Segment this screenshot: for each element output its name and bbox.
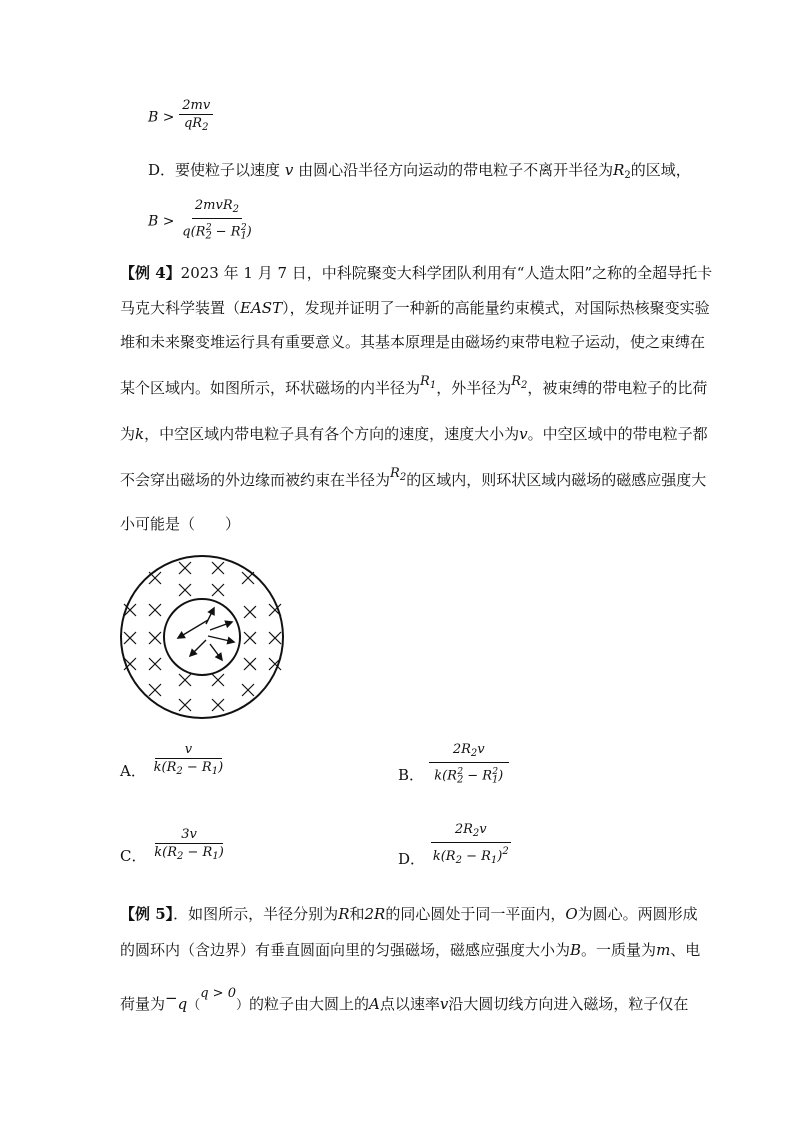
- cross-mark: [149, 572, 161, 584]
- cross-mark: [244, 632, 256, 644]
- velocity-arrows: [178, 608, 234, 660]
- ex5-tag: 【例 5】: [120, 905, 174, 923]
- cross-mark: [179, 699, 191, 711]
- option-b-fraction: $\frac{2R_2v}{k(R_2^2 - R_1^2)}$: [429, 742, 509, 789]
- cross-mark: [244, 658, 256, 670]
- ex4-line5: 为k，中空区域内带电粒子具有各个方向的速度，速度大小为v。中空区域中的带电粒子都: [120, 425, 708, 443]
- ex4-line7: 小可能是（ ）: [120, 515, 241, 533]
- prev-option-d: D．要使粒子以速度 v 由圆心沿半径方向运动的带电粒子不离开半径为$R_2$的区域，: [148, 161, 691, 181]
- arrow-head: [178, 632, 185, 638]
- option-a[interactable]: A． $\frac{v}{k(R_2 - R_1)}$: [120, 742, 226, 781]
- ex4-line6: 不会穿出磁场的外边缘而被约束在半径为$R_2$的区域内，则环状区域内磁场的磁感应强度大: [120, 466, 707, 489]
- arrow-head: [216, 653, 222, 660]
- option-a-fraction: $\frac{v}{k(R_2 - R_1)}$: [153, 742, 224, 777]
- ex4-line2: 马克大科学装置（EAST），发现并证明了一种新的高能量约束模式，对国际热核聚变实验: [120, 299, 710, 317]
- ex5-line3: 荷量为−q（q > 0）的粒子由大圆上的A点以速率v沿大圆切线方向进入磁场，粒子仅在: [120, 986, 689, 1013]
- formula-c-fraction: [179, 98, 213, 137]
- ex4-line4: 某个区域内。如图所示，环状磁场的内半径为$R_1$，外半径为$R_2$，被束缚的带电粒子的比荷: [120, 374, 708, 397]
- formula-c-lhs: B >: [148, 109, 175, 126]
- ex5-line1: 【例 5】．如图所示，半径分别为R和2R的同心圆处于同一平面内，O为圆心。两圆形成: [120, 905, 698, 923]
- cross-mark: [149, 632, 161, 644]
- magnetic-field-diagram: [110, 550, 290, 730]
- arrow-head: [209, 608, 214, 615]
- cross-mark: [179, 584, 191, 596]
- formula-c-denominator: $qR_2$: [183, 116, 209, 133]
- ex4-tag: 【例 4】: [120, 264, 181, 282]
- option-b[interactable]: B． $\frac{2R_2v}{k(R_2^2 - R_1^2)}$: [398, 742, 509, 789]
- cross-mark: [212, 699, 224, 711]
- option-c-fraction: $\frac{3v}{k(R_2 - R_1)}$: [154, 827, 224, 862]
- cross-mark: [149, 658, 161, 670]
- formula-c-numerator: 2mv: [179, 98, 213, 115]
- cross-mark: [242, 684, 254, 696]
- cross-mark: [244, 606, 256, 618]
- cross-mark: [212, 562, 224, 574]
- cross-mark: [179, 674, 191, 686]
- outer-circle: [121, 556, 283, 718]
- option-d[interactable]: D． $\frac{2R_2v}{k(R_2 - R_1)^2}$: [398, 822, 512, 870]
- cross-mark: [242, 572, 254, 584]
- cross-mark: [149, 684, 161, 696]
- formula-c: [148, 98, 213, 137]
- ex5-line2: 的圆环内（含边界）有垂直圆面向里的匀强磁场，磁感应强度大小为B。一质量为m、电: [120, 941, 701, 959]
- arrow-head: [225, 621, 232, 627]
- cross-mark: [212, 584, 224, 596]
- cross-mark: [179, 562, 191, 574]
- option-c[interactable]: C． $\frac{3v}{k(R_2 - R_1)}$: [120, 827, 227, 866]
- cross-mark: [269, 632, 281, 644]
- cross-mark: [212, 674, 224, 686]
- ex4-line1: 【例 4】2023 年 1 月 7 日，中科院聚变大科学团队利用有“人造太阳”之称的全超导托卡: [120, 264, 713, 282]
- formula-d-fraction: $\frac{2mvR_2}{q(R_2^2 - R_1^2)}$: [182, 198, 252, 242]
- cross-mark: [149, 604, 161, 616]
- arrow-head: [227, 638, 234, 644]
- option-d-fraction: $\frac{2R_2v}{k(R_2 - R_1)^2}$: [432, 822, 509, 866]
- field-crosses: [124, 562, 281, 711]
- ex4-line3: 堆和未来聚变堆运行具有重要意义。其基本原理是由磁场约束带电粒子运动，使之束缚在: [120, 333, 706, 351]
- formula-d: B > $\frac{2mvR_2}{q(R_2^2 - R_1^2)}$: [148, 198, 255, 245]
- cross-mark: [124, 632, 136, 644]
